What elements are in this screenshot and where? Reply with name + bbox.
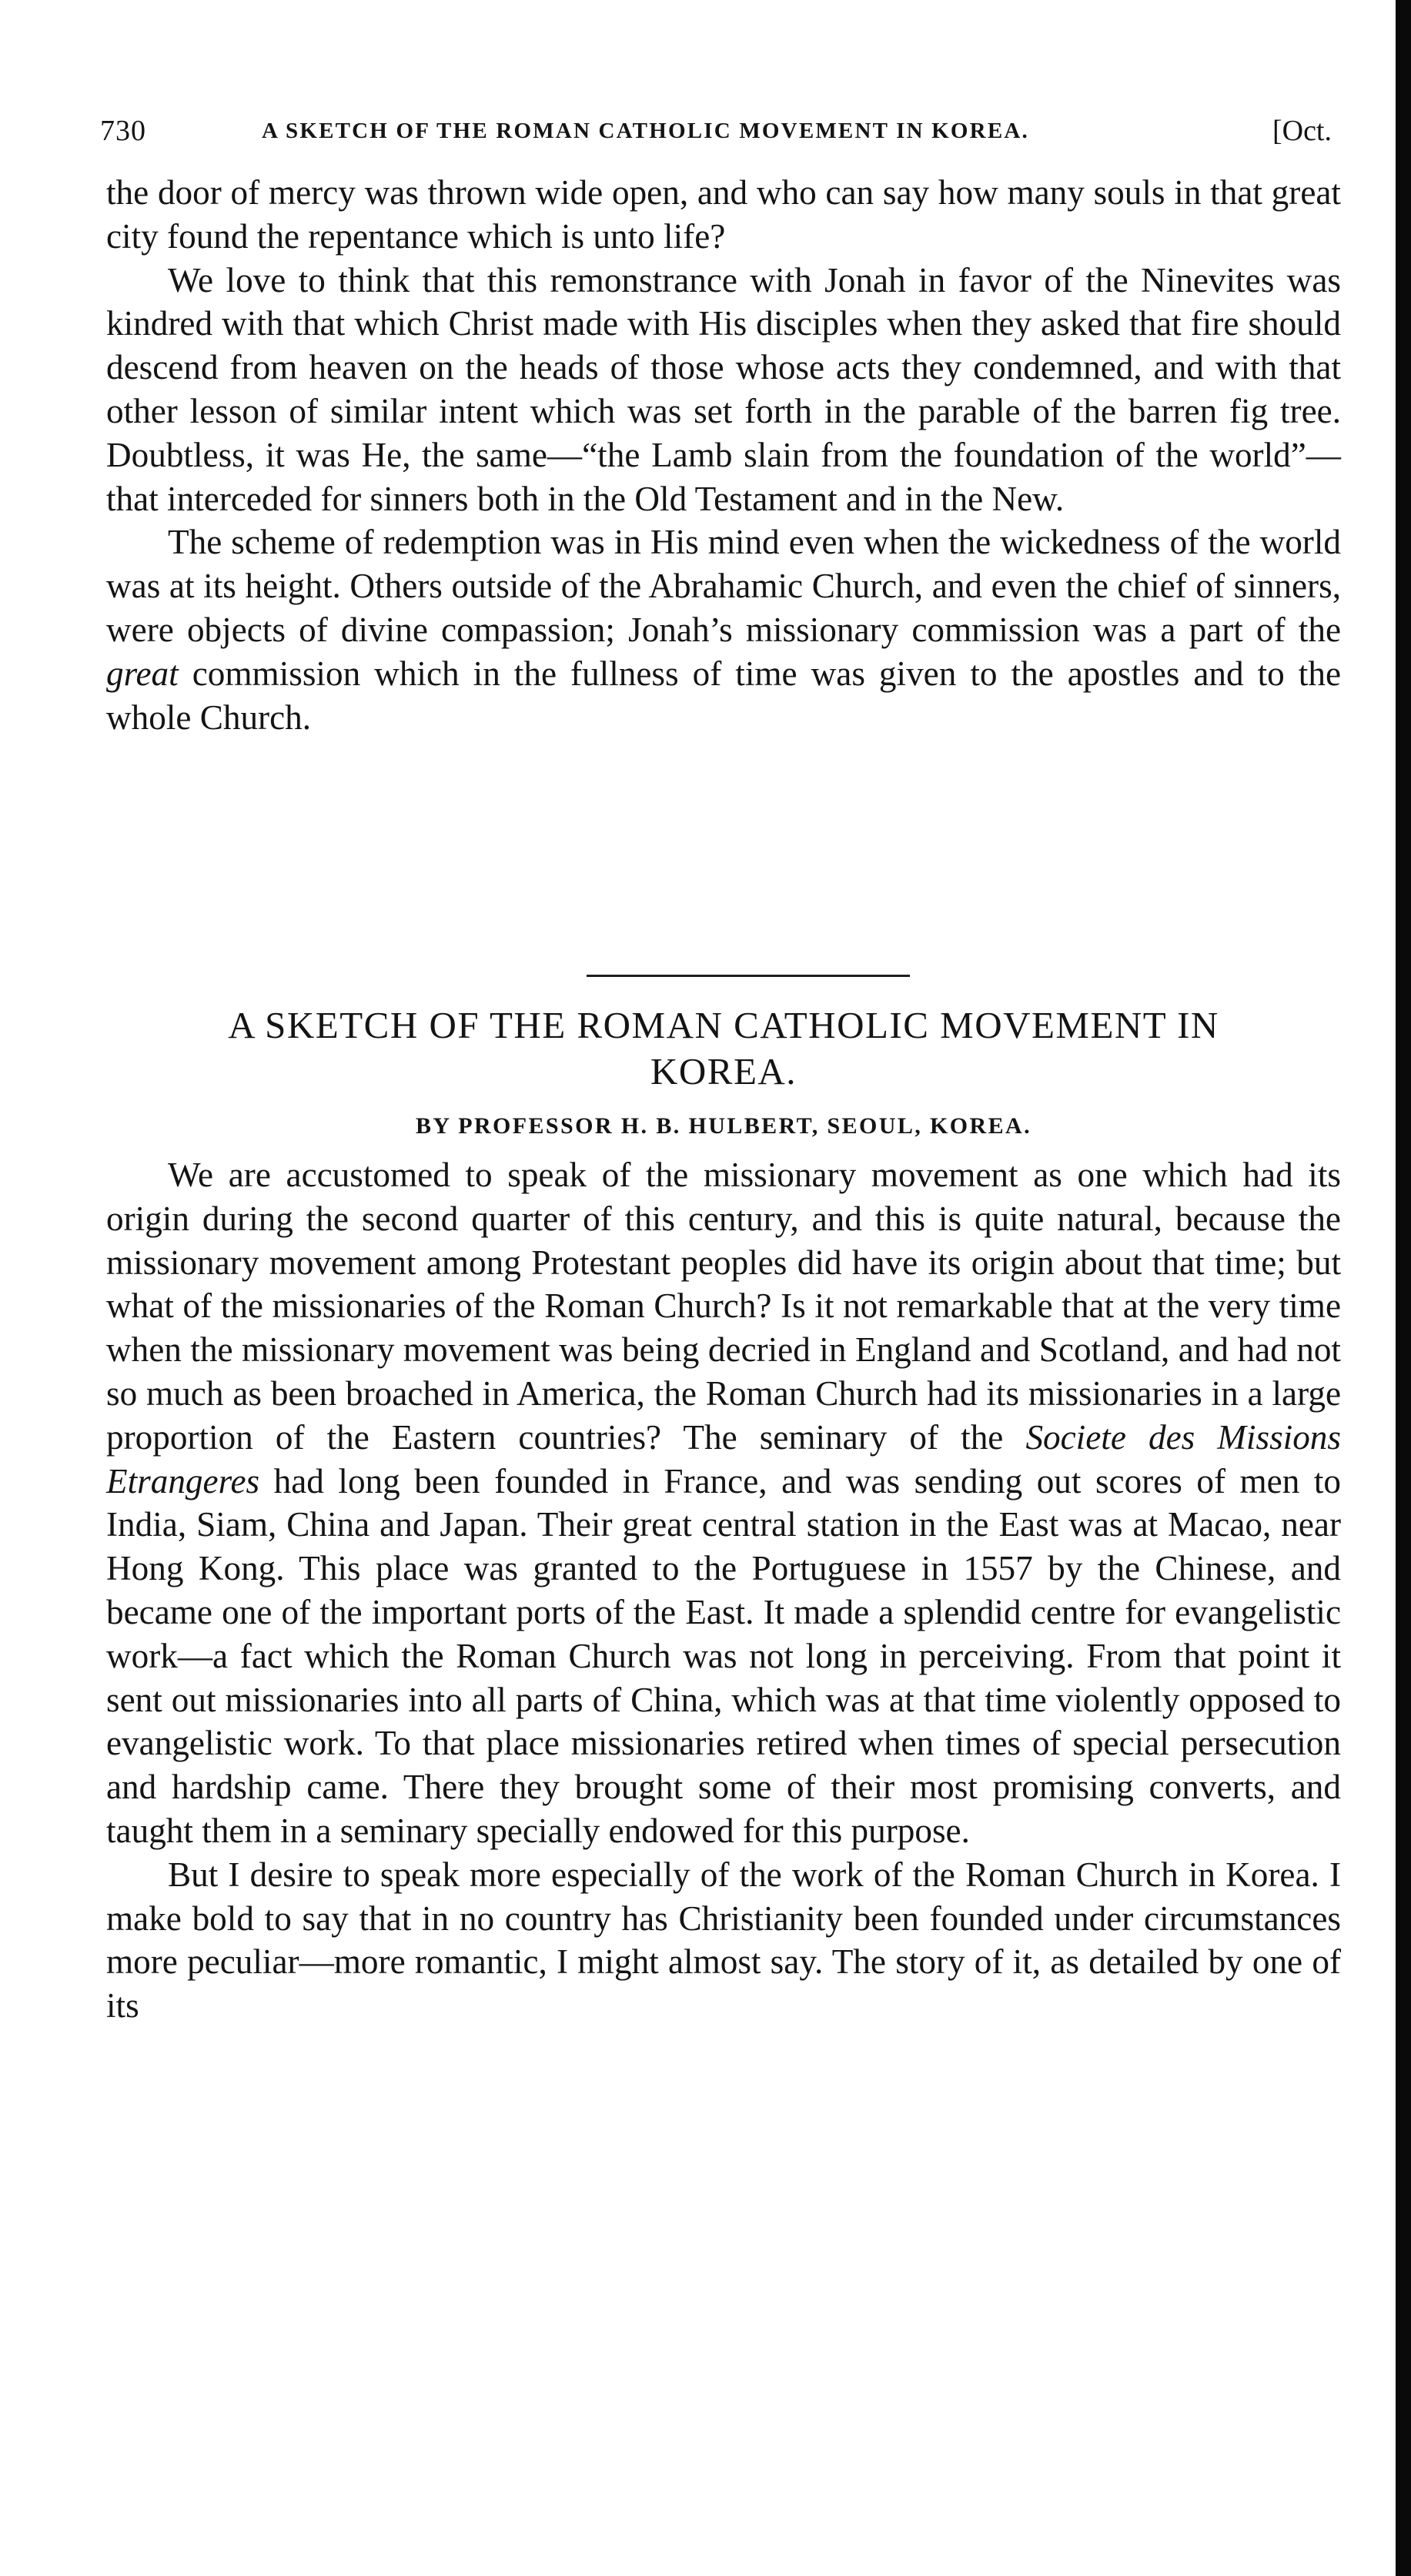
running-head-month: [Oct. [1272, 115, 1332, 147]
page-edge-shadow [1396, 0, 1411, 2576]
running-head-title: A SKETCH OF THE ROMAN CATHOLIC MOVEMENT IN KOREA. [262, 119, 1029, 143]
italic-emphasis: great [106, 654, 179, 693]
paragraph-text: commission which in the fullness of time was given to the apostles and to the whole Church. [106, 654, 1341, 737]
running-head [100, 114, 1332, 152]
page-number: 730 [100, 115, 146, 147]
paragraph-text: The scheme of redemption was in His mind even when the wickedness of the world was at its height. Others outside of the Abrahamic Church, and even the chief of sinners, were objects of divine compassion; Jonah’s missionary commission was a part of the [106, 523, 1341, 649]
article-title [106, 1002, 1341, 1095]
paragraph-text: We are accustomed to speak of the missionary movement as one which had its origin during the second quarter of this century, and this is quite natural, because the missionary movement among Protestant peoples did have its origin about that time; but what of the missionaries of the Roman Church? Is it not remarkable that at the very time when the missionary movement was being decried in England and Scotland, and had not so much as been broached in America, the Roman Church had its missionaries in a large proportion of the Eastern countries? The seminary of the [106, 1156, 1341, 1457]
paragraph-scheme-of-redemption [106, 520, 1341, 739]
section-divider-rule [587, 975, 910, 977]
paragraph-work-in-korea: But I desire to speak more especially of the work of the Roman Church in Korea. I make bold to say that in no country has Christianity been founded under circumstances more peculiar—more romantic, I might almost say. The story of it, as detailed by one of its [106, 1855, 1341, 2026]
article-byline: BY PROFESSOR H. B. HULBERT, SEOUL, KOREA. [416, 1113, 1032, 1139]
paragraph-continued: the door of mercy was thrown wide open, and who can say how many souls in that great city found the repentance which is unto life? [106, 173, 1341, 256]
preceding-article-text [106, 171, 1341, 739]
article-title-line: KOREA. [650, 1050, 797, 1092]
article-body [106, 1153, 1341, 2028]
paragraph-jonah-remonstrance: We love to think that this remonstrance with Jonah in favor of the Ninevites was kindred with that which Christ made with His disciples when they asked that fire should descend from heaven on the heads of those whose acts they condemned, and with that other lesson of similar intent which was set forth in the parable of the barren fig tree. Doubtless, it was He, the same—“the Lamb slain from the foundation of the world”—that interceded for sinners both in the Old Testament and in the New. [106, 260, 1341, 518]
paragraph-missionary-movement [106, 1153, 1341, 1853]
italic-society-name: Societe des Missions Etrangeres [106, 1417, 1341, 1500]
paragraph-text: had long been founded in France, and was sending out scores of men to India, Siam, China and Japan. Their great central station in the East was at Macao, near Hong Kong. This place was granted to the Portuguese in 1557 by the Chinese, and became one of the important ports of the East. It made a splendid centre for evangelistic work—a fact which the Roman Church was not long in perceiving. From that point it sent out missionaries into all parts of China, which was at that time violently opposed to evangelistic work. To that place missionaries retired when times of special persecution and hardship came. There they brought some of their most promising converts, and taught them in a seminary specially endowed for this purpose. [106, 1461, 1341, 1850]
article-title-line: A SKETCH OF THE ROMAN CATHOLIC MOVEMENT IN [228, 1004, 1219, 1046]
